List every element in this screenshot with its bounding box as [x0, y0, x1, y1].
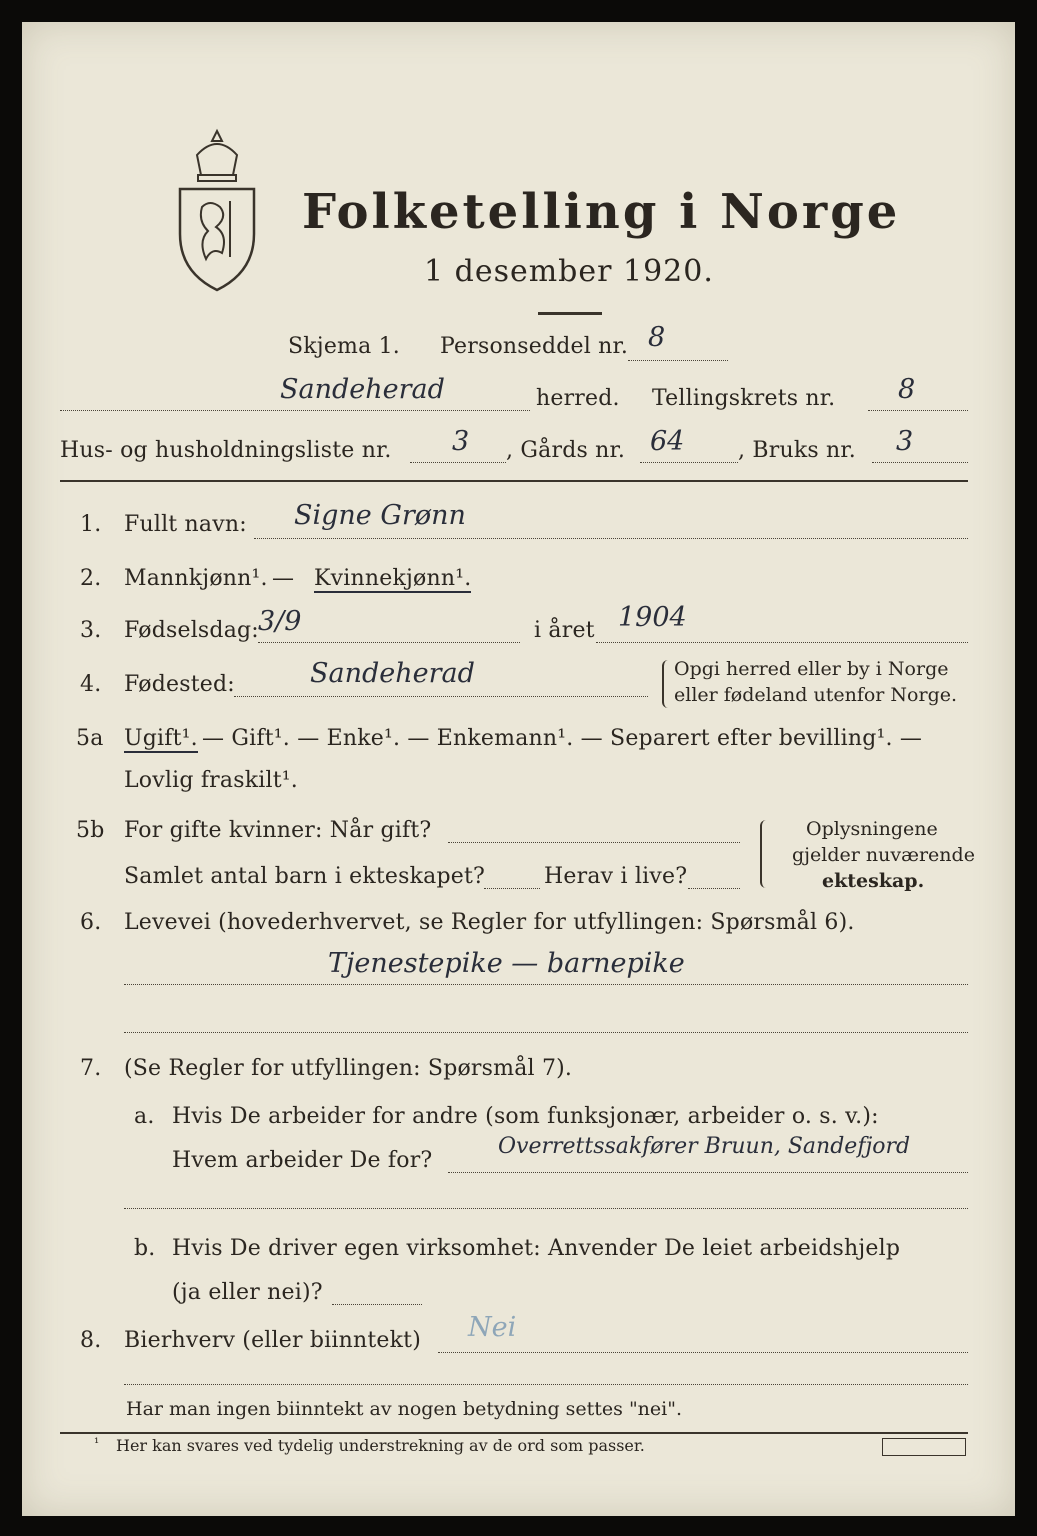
q8-number: 8. — [80, 1328, 102, 1353]
liste-value[interactable]: 3 — [452, 426, 470, 457]
census-form-page — [22, 22, 1015, 1516]
q7b-letter: b. — [134, 1236, 156, 1261]
q5b-note-3: ekteskap. — [822, 870, 925, 892]
q5b-note-2: gjelder nuværende — [792, 844, 975, 866]
q5b-note-1: Oplysningene — [806, 818, 938, 840]
q4-note-line2: eller fødeland utenfor Norge. — [674, 684, 958, 706]
gender-female-underlined[interactable]: Kvinnekjønn¹. — [314, 566, 472, 591]
q6-label: Levevei (hovederhvervet, se Regler for utfyllingen: Spørsmål 6). — [124, 910, 855, 935]
side-income-value[interactable]: Nei — [468, 1312, 517, 1343]
q5b-label-children: Samlet antal barn i ekteskapet? — [124, 864, 486, 889]
status-ugift-underlined[interactable]: Ugift¹. — [124, 726, 198, 751]
q1-label: Fullt navn: — [124, 512, 247, 537]
q4-label: Fødested: — [124, 672, 235, 697]
q3-number: 3. — [80, 618, 102, 643]
q4-number: 4. — [80, 672, 102, 697]
birthdate-value[interactable]: 3/9 — [258, 606, 302, 637]
bruks-value[interactable]: 3 — [896, 426, 914, 457]
gards-label: , Gårds nr. — [506, 438, 626, 463]
q7a-question: Hvis De arbeider for andre (som funksjonær, arbeider o. s. v.): — [172, 1104, 879, 1129]
q5b-label-married: For gifte kvinner: Når gift? — [124, 818, 432, 843]
personseddel-value[interactable]: 8 — [648, 322, 666, 353]
tellingskrets-label: Tellingskrets nr. — [652, 386, 836, 411]
q1-number: 1. — [80, 512, 102, 537]
gards-value[interactable]: 64 — [650, 426, 685, 457]
year-label: i året — [534, 618, 595, 643]
header-rule — [60, 480, 968, 482]
footer-note: Har man ingen biinntekt av nogen betydning settes "nei". — [126, 1398, 683, 1420]
q5a-number: 5a — [76, 726, 104, 751]
q5b-label-alive: Herav i live? — [544, 864, 688, 889]
occupation-value[interactable]: Tjenestepike — barnepike — [328, 948, 685, 979]
q7b-answer-label: (ja eller nei)? — [172, 1280, 323, 1305]
full-name-value[interactable]: Signe Grønn — [294, 500, 466, 531]
schema-label: Skjema 1. — [288, 334, 401, 359]
bruks-label: , Bruks nr. — [738, 438, 856, 463]
norwegian-coat-of-arms-icon — [172, 127, 262, 297]
herred-value[interactable]: Sandeherad — [280, 374, 445, 405]
liste-label: Hus- og husholdningsliste nr. — [60, 438, 392, 463]
q7-label: (Se Regler for utfyllingen: Spørsmål 7). — [124, 1056, 573, 1081]
form-title: Folketelling i Norge — [302, 184, 901, 240]
status-lovlig-fraskilt[interactable]: Lovlig fraskilt¹. — [124, 768, 298, 793]
tellingskrets-value[interactable]: 8 — [898, 374, 916, 405]
q2-number: 2. — [80, 566, 102, 591]
footnote-mark: ¹ — [94, 1436, 100, 1451]
printer-stamp — [882, 1438, 966, 1456]
q3-label: Fødselsdag: — [124, 618, 259, 643]
status-options[interactable]: — Gift¹. — Enke¹. — Enkemann¹. — Separert efter bevilling¹. — — [202, 726, 923, 751]
birthplace-value[interactable]: Sandeherad — [310, 658, 475, 689]
q7a-employer-label: Hvem arbeider De for? — [172, 1148, 433, 1173]
birth-year-value[interactable]: 1904 — [618, 602, 687, 633]
q8-label: Bierhverv (eller biinntekt) — [124, 1328, 422, 1353]
q4-note-line1: Opgi herred eller by i Norge — [674, 658, 949, 680]
gender-male[interactable]: Mannkjønn¹. — [124, 566, 268, 591]
q5b-number: 5b — [76, 818, 105, 843]
q7a-letter: a. — [134, 1104, 155, 1129]
q7b-question: Hvis De driver egen virksomhet: Anvender De leiet arbeidshjelp — [172, 1236, 901, 1261]
herred-label: herred. — [536, 386, 620, 411]
footnote-text: Her kan svares ved tydelig understrekning av de ord som passer. — [116, 1436, 645, 1455]
q6-number: 6. — [80, 910, 102, 935]
personseddel-label: Personseddel nr. — [440, 334, 629, 359]
gender-separator: — — [272, 566, 295, 591]
census-date: 1 desember 1920. — [424, 254, 714, 289]
title-divider — [538, 312, 602, 315]
footer-rule — [60, 1432, 968, 1434]
employer-value[interactable]: Overrettssakfører Bruun, Sandefjord — [498, 1134, 911, 1159]
q7-number: 7. — [80, 1056, 102, 1081]
